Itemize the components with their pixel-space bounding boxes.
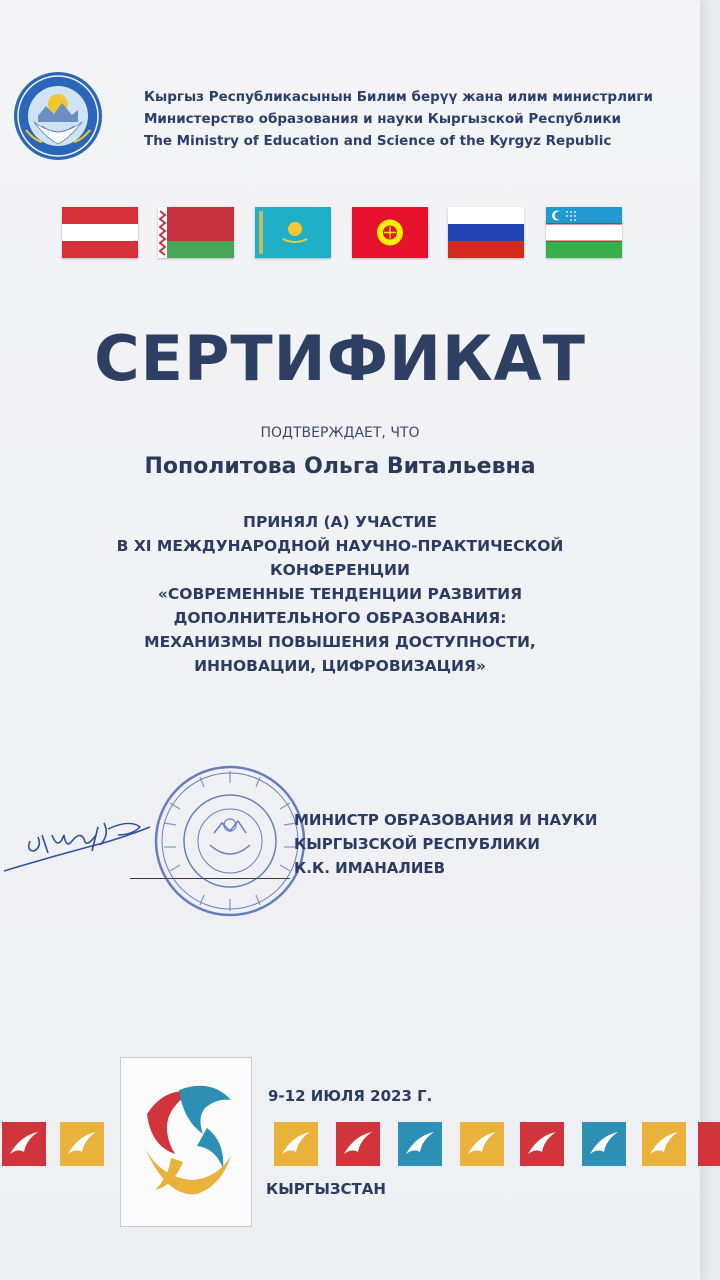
austria-flag-icon (62, 207, 138, 258)
conference-title-line: ИННОВАЦИИ, ЦИФРОВИЗАЦИЯ» (194, 657, 486, 675)
conference-description (0, 510, 680, 678)
decor-tile-icon (398, 1122, 442, 1166)
uzbekistan-flag-icon (546, 207, 622, 258)
signer-block (294, 808, 597, 880)
recipient-name: Пополитова Ольга Витальевна (144, 454, 536, 479)
conference-title-line: ДОПОЛНИТЕЛЬНОГО ОБРАЗОВАНИЯ: (173, 609, 507, 627)
conference-logo (120, 1057, 252, 1227)
ministry-header (144, 86, 653, 152)
certificate-title: СЕРТИФИКАТ (94, 322, 586, 395)
conference-title-line: МЕХАНИЗМЫ ПОВЫШЕНИЯ ДОСТУПНОСТИ, (144, 633, 536, 651)
conference-line: КОНФЕРЕНЦИИ (269, 561, 411, 579)
decor-tile-icon (336, 1122, 380, 1166)
handwritten-signature (0, 805, 170, 885)
conference-country: КЫРГЫЗСТАН (266, 1180, 386, 1198)
signer-position: КЫРГЫЗСКОЙ РЕСПУБЛИКИ (294, 835, 540, 853)
decor-tile-icon (698, 1122, 720, 1166)
conference-logo-icon (121, 1058, 251, 1226)
kyrgyz-state-emblem-icon (12, 70, 104, 162)
decor-tile-icon (520, 1122, 564, 1166)
ministry-name-english: The Ministry of Education and Science of the Kyrgyz Republic (144, 133, 612, 149)
conference-line: В XI МЕЖДУНАРОДНОЙ НАУЧНО-ПРАКТИЧЕСКОЙ (116, 537, 564, 555)
decor-tile-icon (460, 1122, 504, 1166)
confirms-text: ПОДТВЕРЖДАЕТ, ЧТО (260, 425, 420, 441)
decor-tile-icon (274, 1122, 318, 1166)
decor-tile-icon (60, 1122, 104, 1166)
belarus-flag-icon (158, 207, 234, 258)
kazakhstan-flag-icon (255, 207, 331, 258)
conference-title-line: «СОВРЕМЕННЫЕ ТЕНДЕНЦИИ РАЗВИТИЯ (157, 585, 523, 603)
decor-tile-icon (2, 1122, 46, 1166)
russia-flag-icon (448, 207, 524, 258)
signer-position: МИНИСТР ОБРАЗОВАНИЯ И НАУКИ (294, 811, 598, 829)
decor-tile-icon (642, 1122, 686, 1166)
flags-row (62, 207, 626, 261)
kyrgyzstan-flag-icon (352, 207, 428, 258)
decor-tile-icon (582, 1122, 626, 1166)
ministry-name-kyrgyz: Кыргыз Республикасынын Билим берүү жана илим министрлиги (144, 89, 653, 105)
conference-dates: 9-12 ИЮЛЯ 2023 Г. (268, 1087, 433, 1105)
signer-name: К.К. ИМАНАЛИЕВ (294, 859, 446, 877)
ministry-name-russian: Министерство образования и науки Кыргызской Республики (144, 111, 621, 127)
official-stamp (150, 763, 310, 918)
participation-line: ПРИНЯЛ (А) УЧАСТИЕ (242, 513, 438, 531)
